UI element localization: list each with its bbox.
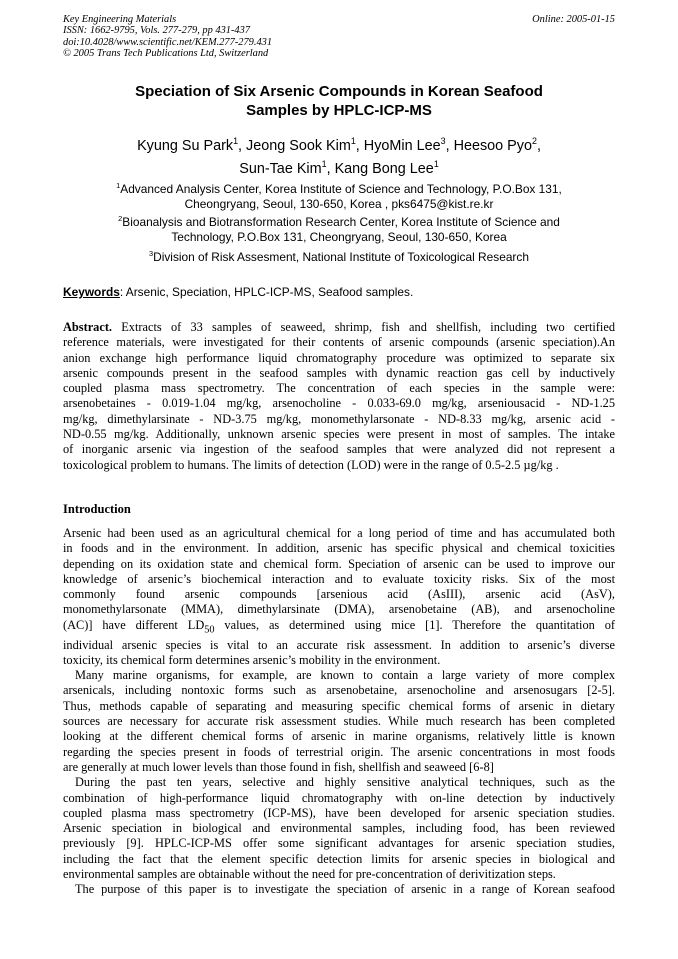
title-line-1: Speciation of Six Arsenic Compounds in Korean Seafood xyxy=(135,83,543,100)
introduction-line: commonly found arsenic compounds [arsenious acid (AsIII), arsenic acid (AsV), xyxy=(63,587,615,602)
introduction-line: previously [9]. HPLC-ICP-MS offer some significant advantages for arsenic speciation studies, xyxy=(63,836,615,851)
introduction-line: monomethylarsonate (MMA), dimethylarsinate (DMA), arsenobetaine (AB), and arsenocholine xyxy=(63,602,615,617)
journal-header xyxy=(63,14,615,60)
affiliation-3 xyxy=(63,246,615,265)
online-date: Online: 2005-01-15 xyxy=(532,14,615,25)
keywords-label: Keywords xyxy=(63,285,120,299)
introduction-heading: Introduction xyxy=(63,502,131,516)
doi-line: doi:10.4028/www.scientific.net/KEM.277-279.431 xyxy=(63,36,273,48)
author-line-1 xyxy=(63,132,615,155)
introduction-line: Many marine organisms, for example, are known to contain a large variety of more complex xyxy=(75,668,615,683)
author-separator: , xyxy=(238,137,247,154)
author-name: Jeong Sook Kim xyxy=(246,137,351,154)
affiliation-2-line-2: Technology, P.O.Box 131, Cheongryang, Seoul, 130-650, Korea xyxy=(171,230,507,245)
introduction-line: looking at the different chemical forms of arsenic in marine organisms, relatively little is known xyxy=(63,729,615,744)
line-text: (AC)] have different LD xyxy=(63,617,205,632)
affiliation-3-marker: 3 xyxy=(149,249,154,258)
abstract-line: ND-0.55 mg/kg. Additionally, unknown arsenic species were present in most of samples. The intake xyxy=(63,427,615,442)
introduction-line: Thus, methods capable of separating and measuring specific chemical forms of arsenic in dietary xyxy=(63,698,615,713)
author-affiliation-marker: 1 xyxy=(321,159,327,170)
author-name: Kang Bong Lee xyxy=(334,161,434,178)
abstract-line: arsenic compounds present in the seafood samples with dynamic reaction gas cell by inductively xyxy=(63,365,615,380)
author-line-2 xyxy=(63,155,615,178)
abstract-line xyxy=(63,320,615,335)
introduction-line: environmental samples are obtainable without the need for pre-concentration of derivitization steps. xyxy=(63,867,556,881)
author-separator: , xyxy=(326,161,335,178)
abstract-label: Abstract. xyxy=(63,320,113,334)
author-name: Sun-Tae Kim xyxy=(239,161,322,178)
introduction-line: The purpose of this paper is to investigate the speciation of arsenic in a range of Korean seafood xyxy=(75,882,615,897)
author-name: Kyung Su Park xyxy=(137,137,234,154)
affiliation-1 xyxy=(63,178,615,213)
author-separator: , xyxy=(445,137,454,154)
author-separator: , xyxy=(536,137,541,154)
affiliation-2 xyxy=(63,211,615,246)
journal-name: Key Engineering Materials xyxy=(63,14,177,25)
introduction-line: During the past ten years, selective and highly sensitive analytical techniques, such as the xyxy=(75,775,615,790)
author-separator: , xyxy=(355,137,364,154)
author-affiliation-marker: 3 xyxy=(440,136,446,146)
introduction-line: including the fact that the element specific detection limits for arsenic species in biological and xyxy=(63,851,615,866)
affiliation-1-marker: 1 xyxy=(116,181,121,190)
paper-title xyxy=(63,82,615,120)
introduction-line: sources are necessary for accurate risk assessment studies. While much research has been completed xyxy=(63,714,615,729)
abstract-line: anion exchange high performance liquid chromatography procedure was optimized to separate six xyxy=(63,350,615,365)
affiliation-1-line-1: Advanced Analysis Center, Korea Institute of Science and Technology, P.O.Box 131, xyxy=(120,181,562,196)
keywords xyxy=(63,285,615,300)
introduction-line: individual arsenic species is vital to an accurate risk assessment. In addition to arsenic’s diverse xyxy=(63,637,615,652)
ld50-subscript: 50 xyxy=(204,624,215,636)
introduction-line: Arsenic had been used as an agricultural chemical for a long period of time and has accumulated both xyxy=(63,526,615,540)
introduction-body xyxy=(63,526,615,898)
author-affiliation-marker: 1 xyxy=(350,136,356,146)
author-affiliation-marker: 2 xyxy=(531,136,537,146)
affiliation-3-line-1: Division of Risk Assesment, National Institute of Toxicological Research xyxy=(153,249,529,264)
abstract-line: mg/kg, dimethylarsinate - ND-3.75 mg/kg, monomethylarsonate - ND-8.33 mg/kg, arsenic acid - xyxy=(63,411,615,426)
abstract-line: of inorganic arsenic via ingestion of the seafood samples that were analyzed did not represent a xyxy=(63,442,615,457)
introduction-line: coupled plasma mass spectrometry (ICP-MS), have been developed for arsenic speciation studies. xyxy=(63,805,615,820)
author-affiliation-marker: 1 xyxy=(433,159,439,170)
abstract xyxy=(63,320,615,473)
introduction-line xyxy=(63,618,615,638)
keywords-text: : Arsenic, Speciation, HPLC-ICP-MS, Seafood samples. xyxy=(119,285,414,299)
introduction-line: in foods and in the environment. In addition, arsenic has specific physical and chemical toxicities xyxy=(63,541,615,556)
abstract-line: arsenobetaines - 0.019-1.04 mg/kg, arsenocholine - 0.033-69.0 mg/kg, arseniousacid - ND-1.25 xyxy=(63,396,615,411)
abstract-text: Extracts of 33 samples of seaweed, shrimp, fish and shellfish, including two certified xyxy=(112,320,615,334)
introduction-line: regarding the species present in foods of terrestrial origin. The arsenic concentrations in most foods xyxy=(63,744,615,759)
author-list xyxy=(63,132,615,179)
abstract-line: toxicological problem to humans. The limits of detection (LOD) were in the range of 0.5-2.5 µg/kg . xyxy=(63,457,559,472)
title-line-2: Samples by HPLC-ICP-MS xyxy=(246,102,432,119)
introduction-line: arsenicals, including nontoxic forms such as arsenobetaine, arsenocholine and arsenosugars [2-5]. xyxy=(63,683,615,698)
affiliation-2-marker: 2 xyxy=(118,214,123,223)
copyright-line: © 2005 Trans Tech Publications Ltd, Switzerland xyxy=(63,48,269,60)
author-affiliation-marker: 1 xyxy=(233,136,239,146)
author-name: HyoMin Lee xyxy=(363,137,441,154)
introduction-line: are generally at much lower levels than those found in fish, shellfish and seaweed [6-8] xyxy=(63,759,494,774)
introduction-line: depending on its oxidation state and chemical form. Speciation of arsenic can be used to improve our xyxy=(63,556,615,571)
issn-line: ISSN: 1662-9795, Vols. 277-279, pp 431-437 xyxy=(63,25,251,37)
abstract-line: reference materials, were investigated for their contents of arsenic compounds (arsenic speciation).An xyxy=(63,335,615,350)
affiliation-1-line-2: Cheongryang, Seoul, 130-650, Korea , pks6475@kist.re.kr xyxy=(184,197,494,212)
author-name: Heesoo Pyo xyxy=(453,137,532,154)
affiliation-2-line-1: Bioanalysis and Biotransformation Research Center, Korea Institute of Science and xyxy=(122,214,560,229)
line-text: values, as determined using mice [1]. Therefore the quantitation of xyxy=(214,617,615,632)
introduction-line: toxicity, its chemical form determines arsenic’s mobility in the environment. xyxy=(63,652,441,667)
abstract-line: coupled plasma mass spectrometry. The concentration of each species in the sample were: xyxy=(63,381,615,396)
introduction-line: combination of high-performance liquid chromatography with on-line detection by inductively xyxy=(63,790,615,805)
introduction-line: Arsenic speciation in biological and environmental samples, including food, has been reviewed xyxy=(63,821,615,836)
introduction-line: knowledge of arsenic’s biochemical interaction and to evaluate toxicity risks. Six of the most xyxy=(63,571,615,586)
